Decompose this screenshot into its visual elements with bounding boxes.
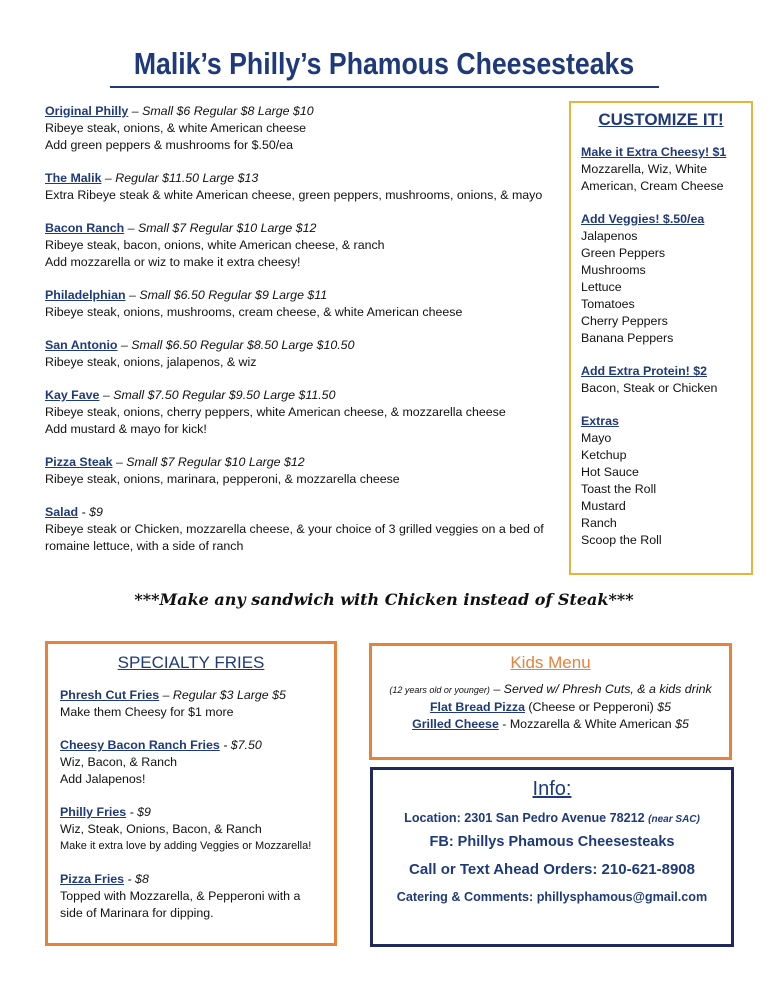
info-panel <box>370 767 734 947</box>
menu-item <box>45 287 565 321</box>
section-title: Make it Extra Cheesy! $1 <box>581 145 727 159</box>
item-prices: - $9 <box>78 505 103 519</box>
section-title: Add Veggies! $.50/ea <box>581 212 705 226</box>
item-name: Grilled Cheese <box>412 717 499 731</box>
item-prices: – Small $7.50 Regular $9.50 Large $11.50 <box>99 388 336 402</box>
menu-item <box>45 170 565 204</box>
chicken-substitution-note: ***Make any sandwich with Chicken instead of Steak*** <box>134 590 634 609</box>
list-item: Ranch <box>581 516 617 530</box>
list-item: Mushrooms <box>581 263 646 277</box>
item-description: Ribeye steak, onions, jalapenos, & wiz <box>45 355 257 369</box>
item-name: Pizza Steak <box>45 455 113 469</box>
kids-item <box>380 716 721 733</box>
item-name: Philadelphian <box>45 288 126 302</box>
kids-menu-panel <box>369 643 732 760</box>
fries-item <box>60 687 322 721</box>
item-prices: – Small $6 Regular $8 Large $10 <box>128 104 314 118</box>
item-prices: – Small $7 Regular $10 Large $12 <box>124 221 317 235</box>
item-prices: - $9 <box>126 805 151 819</box>
item-prices: – Small $6.50 Regular $8.50 Large $10.50 <box>117 338 355 352</box>
item-description: romaine lettuce, with a side of ranch <box>45 539 244 553</box>
list-item: Green Peppers <box>581 246 666 260</box>
item-description: Ribeye steak, onions, mushrooms, cream cheese, & white American cheese <box>45 305 463 319</box>
list-item: American, Cream Cheese <box>581 179 724 193</box>
item-name: San Antonio <box>45 338 118 352</box>
item-prices: - $8 <box>124 872 149 886</box>
list-item: Lettuce <box>581 280 622 294</box>
item-detail: (Cheese or Pepperoni) <box>524 700 658 714</box>
customize-section <box>581 144 741 195</box>
list-item: Tomatoes <box>581 297 635 311</box>
item-name: Pizza Fries <box>60 872 125 886</box>
item-name: Bacon Ranch <box>45 221 125 235</box>
customize-panel <box>569 101 753 575</box>
list-item: Jalapenos <box>581 229 638 243</box>
item-prices: – Regular $3 Large $5 <box>159 688 286 702</box>
menu-item <box>45 504 565 555</box>
item-description: Wiz, Bacon, & Ranch <box>60 755 178 769</box>
item-description: Add green peppers & mushrooms for $.50/ea <box>45 138 293 152</box>
list-item: Hot Sauce <box>581 465 639 479</box>
item-prices: – Small $7 Regular $10 Large $12 <box>112 455 305 469</box>
email-line: Catering & Comments: phillysphamous@gmail.com <box>396 890 708 904</box>
section-title: Extras <box>581 414 619 428</box>
item-description: Add Jalapenos! <box>60 772 146 786</box>
item-price: $5 <box>675 717 689 731</box>
list-item: Mayo <box>581 431 612 445</box>
kids-age-note: (12 years old or younger) <box>389 685 490 695</box>
item-note: Make it extra love by adding Veggies or Mozzarella! <box>60 840 312 852</box>
customize-title: CUSTOMIZE IT! <box>598 110 724 129</box>
item-description: Make them Cheesy for $1 more <box>60 705 234 719</box>
list-item: Toast the Roll <box>581 482 657 496</box>
list-item: Cherry Peppers <box>581 314 668 328</box>
item-prices: – Regular $11.50 Large $13 <box>101 171 259 185</box>
kids-title: Kids Menu <box>510 653 591 672</box>
info-title: Info: <box>532 778 572 800</box>
fries-item <box>60 804 322 855</box>
item-name: Salad <box>45 505 79 519</box>
item-description: side of Marinara for dipping. <box>60 906 214 920</box>
item-name: Original Philly <box>45 104 129 118</box>
specialty-fries-panel <box>45 641 337 946</box>
fries-item <box>60 737 322 788</box>
item-name: Kay Fave <box>45 388 100 402</box>
menu-item <box>45 387 565 438</box>
item-description: Topped with Mozzarella, & Pepperoni with a <box>60 889 301 903</box>
item-description: Extra Ribeye steak & white American cheese, green peppers, mushrooms, onions, & mayo <box>45 188 543 202</box>
page-title: Malik’s Philly’s Phamous Cheesesteaks <box>133 46 635 81</box>
menu-item <box>45 103 565 154</box>
kids-tagline: – Served w/ Phresh Cuts, & a kids drink <box>489 682 712 696</box>
menu-item <box>45 220 565 271</box>
list-item: Mozzarella, Wiz, White <box>581 162 707 176</box>
customize-section <box>581 413 741 549</box>
item-name: The Malik <box>45 171 102 185</box>
list-item: Mustard <box>581 499 626 513</box>
facebook-line: FB: Phillys Phamous Cheesesteaks <box>429 834 675 850</box>
item-detail: - Mozzarella & White American <box>498 717 676 731</box>
location-line <box>379 811 725 825</box>
customize-section <box>581 211 741 347</box>
item-name: Flat Bread Pizza <box>429 700 525 714</box>
list-item: Scoop the Roll <box>581 533 662 547</box>
item-prices: – Small $6.50 Regular $9 Large $11 <box>125 288 328 302</box>
fries-title: SPECIALTY FRIES <box>117 653 265 672</box>
phone-line: Call or Text Ahead Orders: 210-621-8908 <box>409 861 695 878</box>
item-name: Phresh Cut Fries <box>60 688 160 702</box>
list-item: Ketchup <box>581 448 627 462</box>
item-description: Ribeye steak or Chicken, mozzarella cheese, & your choice of 3 grilled veggies on a bed of <box>45 522 544 536</box>
item-description: Ribeye steak, onions, & white American cheese <box>45 121 307 135</box>
menu-item <box>45 337 565 371</box>
section-title: Add Extra Protein! $2 <box>581 364 707 378</box>
item-description: Ribeye steak, onions, marinara, pepperoni, & mozzarella cheese <box>45 472 400 486</box>
list-item: Bacon, Steak or Chicken <box>581 381 718 395</box>
fries-item <box>60 871 322 922</box>
menu-item <box>45 454 565 488</box>
item-prices: - $7.50 <box>219 738 262 752</box>
location-text: Location: 2301 San Pedro Avenue 78212 <box>404 811 649 825</box>
item-price: $5 <box>657 700 672 714</box>
item-description: Wiz, Steak, Onions, Bacon, & Ranch <box>60 822 262 836</box>
list-item: Banana Peppers <box>581 331 674 345</box>
item-description: Add mustard & mayo for kick! <box>45 422 207 436</box>
customize-section <box>581 363 741 397</box>
sandwich-menu <box>45 103 565 571</box>
item-description: Ribeye steak, onions, cherry peppers, white American cheese, & mozzarella cheese <box>45 405 506 419</box>
title-underline <box>110 86 659 88</box>
kids-item <box>380 699 721 716</box>
item-description: Add mozzarella or wiz to make it extra cheesy! <box>45 255 301 269</box>
location-note: (near SAC) <box>648 814 700 825</box>
item-description: Ribeye steak, bacon, onions, white American cheese, & ranch <box>45 238 385 252</box>
item-name: Cheesy Bacon Ranch Fries <box>60 738 220 752</box>
item-name: Philly Fries <box>60 805 127 819</box>
